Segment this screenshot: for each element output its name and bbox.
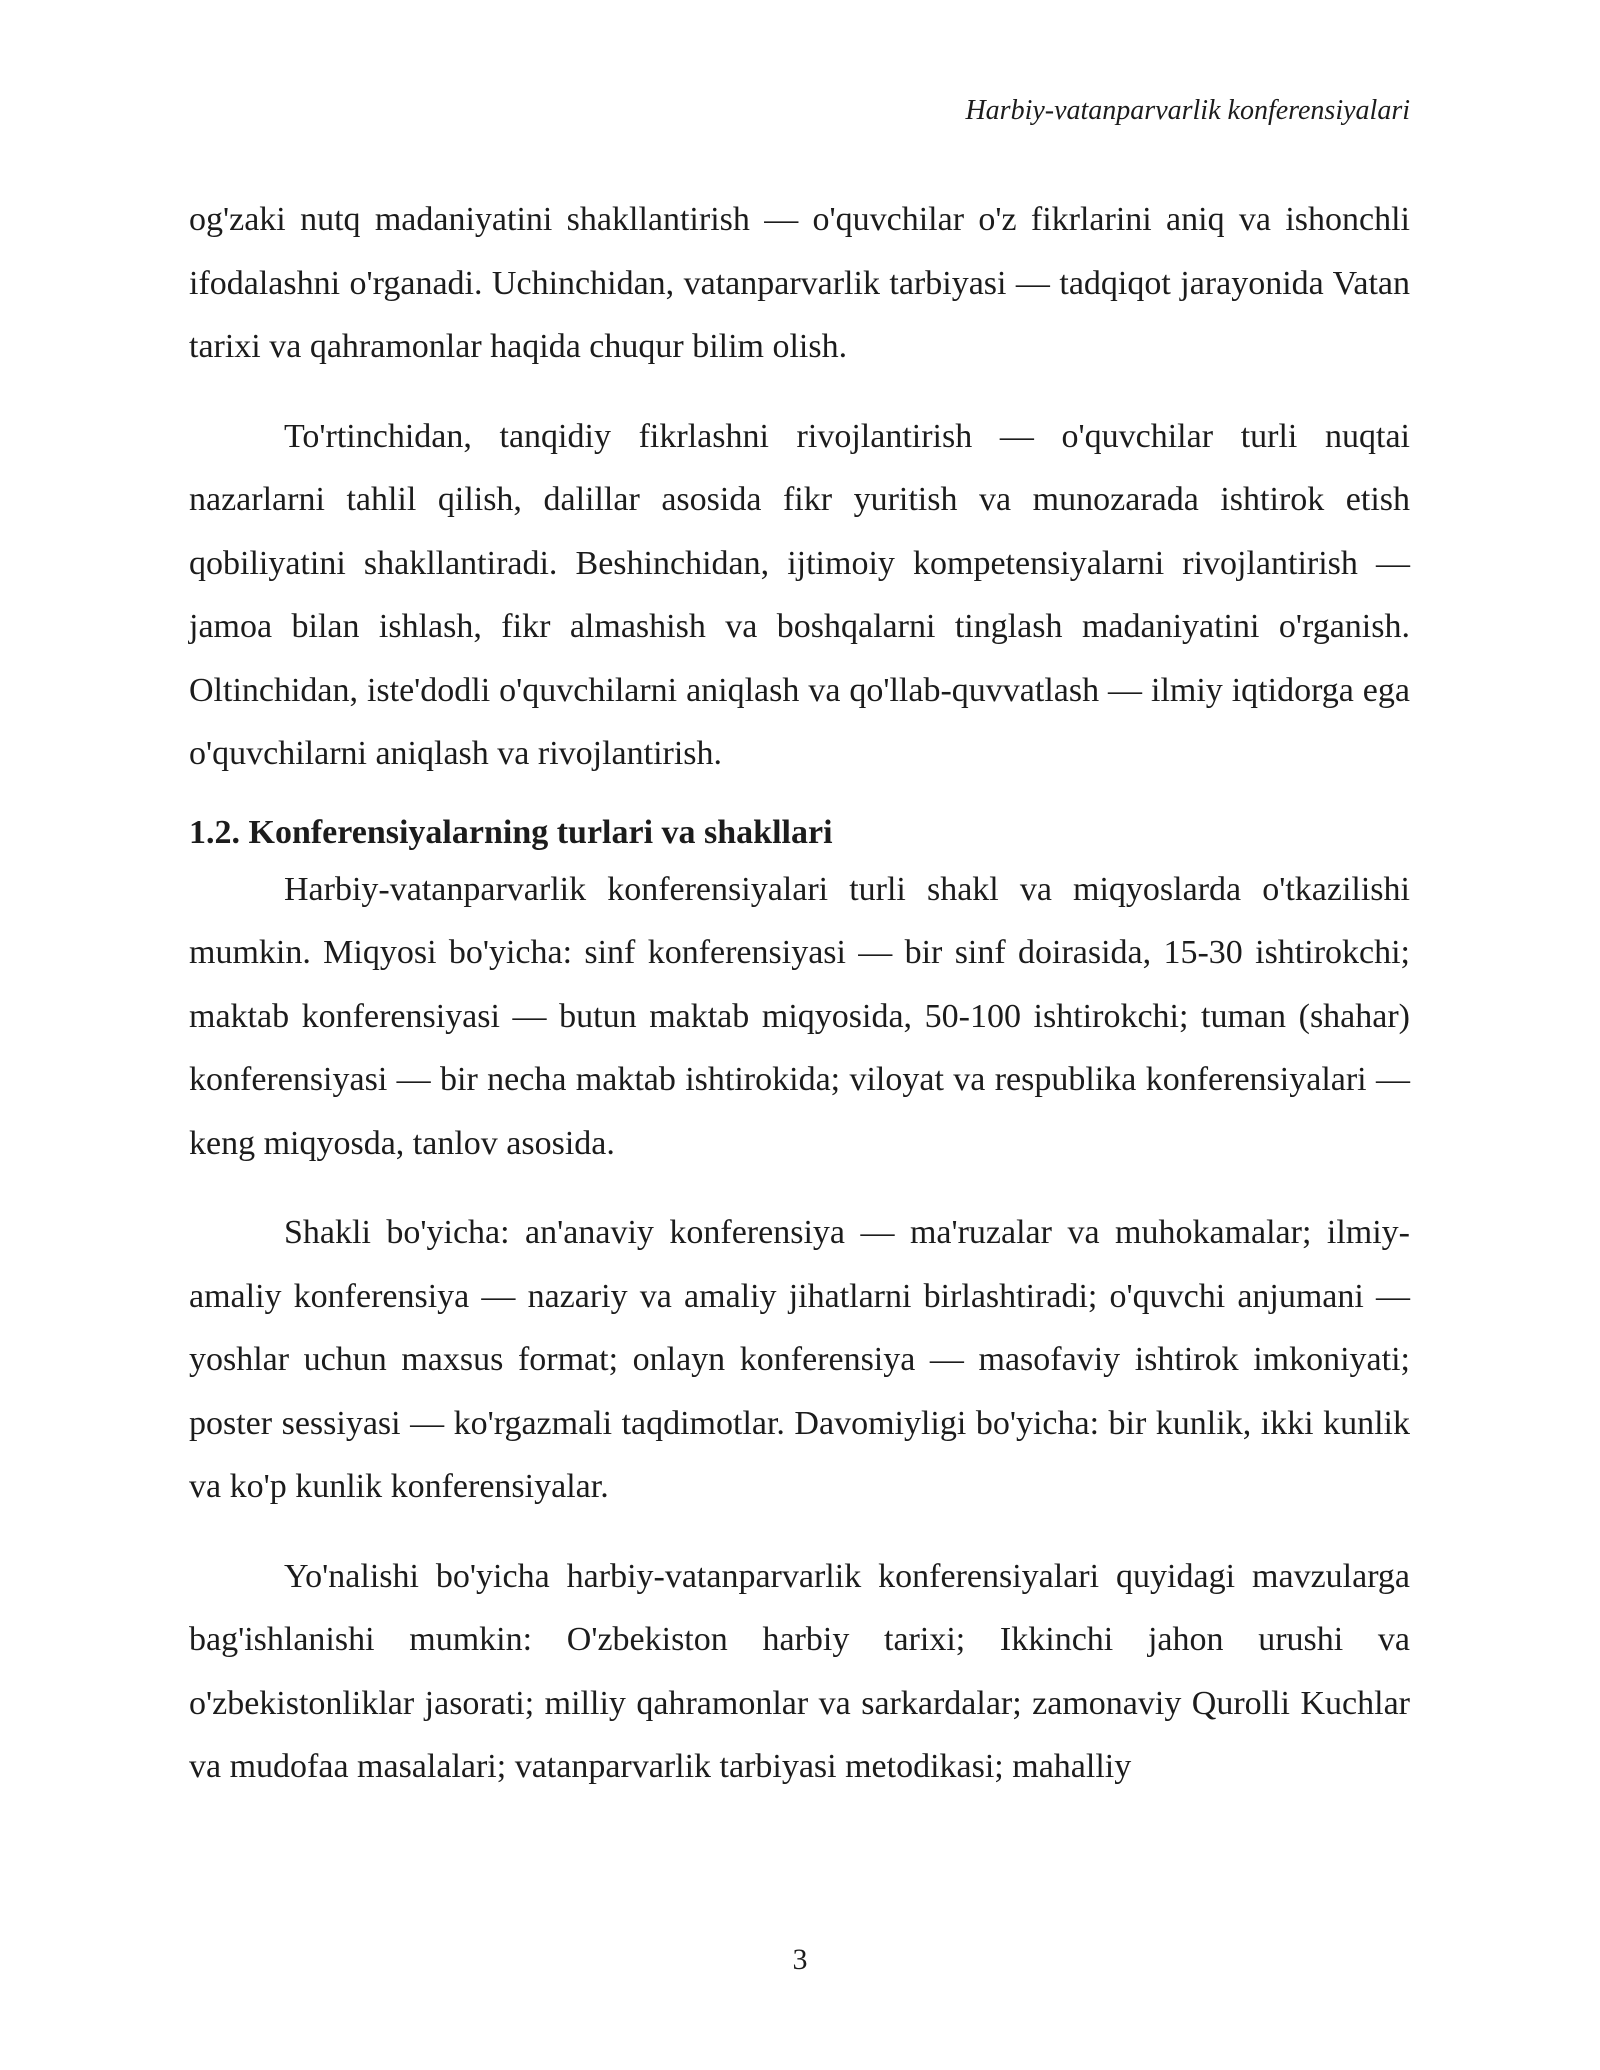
paragraph-1: og'zaki nutq madaniyatini shakllantirish — o'quvchilar o'z fikrlarini aniq va ishonchli ifodalashni o'rganadi. Uchinchidan, vatanparvarlik tarbiyasi — tadqiqot jarayonida Vatan tarixi va qahramonlar haqida chuqur bilim olish. <box>189 201 1410 365</box>
page-content <box>189 188 1410 1799</box>
page-number: 3 <box>792 1943 808 1976</box>
paragraph-4: Shakli bo'yicha: an'anaviy konferensiya — ma'ruzalar va muhokamalar; ilmiy-amaliy konferensiya — nazariy va amaliy jihatlarni birlashtiradi; o'quvchi anjumani — yoshlar uchun maxsus format; onlayn konferensiya — masofaviy ishtirok imkoniyati; poster sessiyasi — ko'rgazmali taqdimotlar. Davomiyligi bo'yicha: bir kunlik, ikki kunlik va ko'p kunlik konferensiyalar. <box>189 1214 1410 1505</box>
section-heading: 1.2. Konferensiyalarning turlari va shakllari <box>189 813 833 851</box>
paragraph-3: Harbiy-vatanparvarlik konferensiyalari turli shakl va miqyoslarda o'tkazilishi mumkin. Miqyosi bo'yicha: sinf konferensiyasi — bir sinf doirasida, 15-30 ishtirokchi; maktab konferensiyasi — butun maktab miqyosida, 50-100 ishtirokchi; tuman (shahar) konferensiyasi — bir necha maktab ishtirokida; viloyat va respublika konferensiyalari — keng miqyosda, tanlov asosida. <box>189 870 1410 1162</box>
paragraph-5: Yo'nalishi bo'yicha harbiy-vatanparvarlik konferensiyalari quyidagi mavzularga bag'ishlanishi mumkin: O'zbekiston harbiy tarixi; Ikkinchi jahon urushi va o'zbekistonliklar jasorati; milliy qahramonlar va sarkardalar; zamonaviy Qurolli Kuchlar va mudofaa masalalari; vatanparvarlik tarbiyasi metodikasi; mahalliy <box>189 1557 1410 1785</box>
paragraph-2: To'rtinchidan, tanqidiy fikrlashni rivojlantirish — o'quvchilar turli nuqtai nazarlarni tahlil qilish, dalillar asosida fikr yuritish va munozarada ishtirok etish qobiliyatini shakllantiradi. Beshinchidan, ijtimoiy kompetensiyalarni rivojlantirish — jamoa bilan ishlash, fikr almashish va boshqalarni tinglash madaniyatini o'rganish. Oltinchidan, iste'dodli o'quvchilarni aniqlash va qo'llab-quvvatlash — ilmiy iqtidorga ega o'quvchilarni aniqlash va rivojlantirish. <box>189 417 1410 772</box>
running-header: Harbiy-vatanparvarlik konferensiyalari <box>965 95 1410 126</box>
